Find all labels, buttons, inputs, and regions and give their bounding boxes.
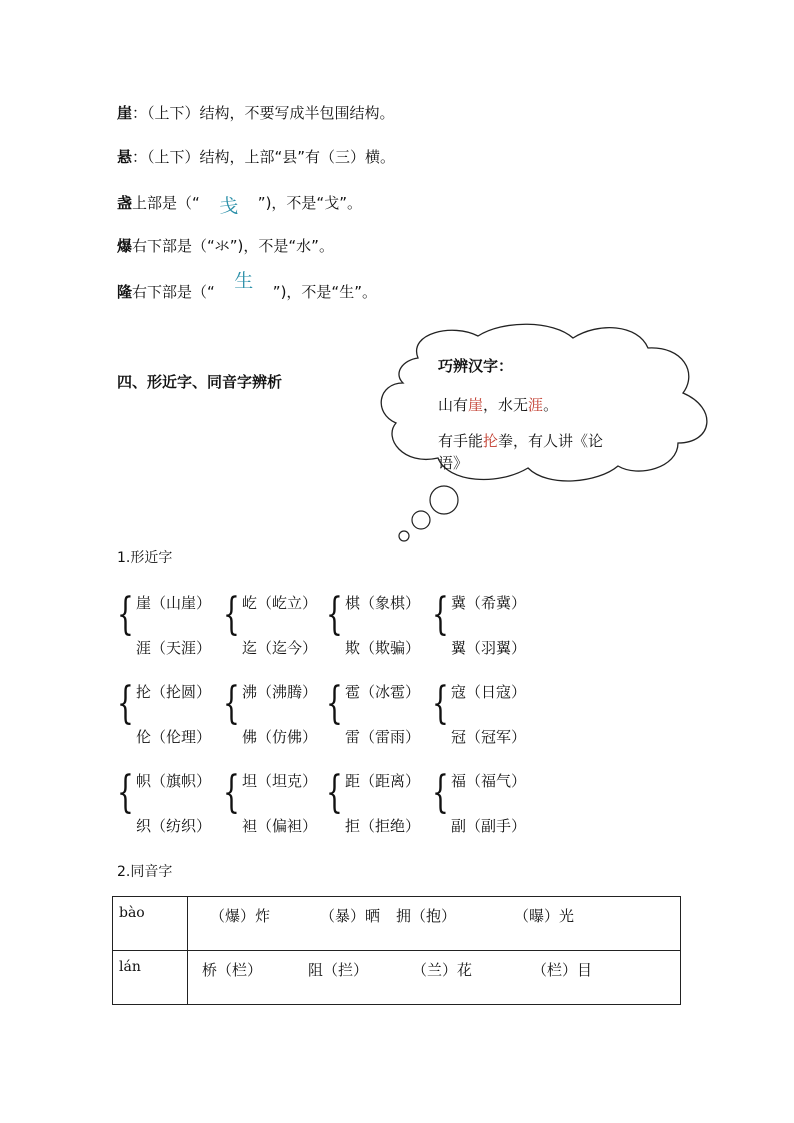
note-char: 隆 <box>117 283 133 301</box>
cloud-bubble-large <box>430 486 458 514</box>
table-row <box>113 897 681 951</box>
note-line-3 <box>117 192 362 217</box>
note-line-4 <box>117 236 334 256</box>
similar-word-bottom: 伦（伦理） <box>136 728 212 746</box>
cloud-bubble-medium <box>412 511 430 529</box>
cloud-line-2 <box>438 430 603 451</box>
similar-word-bottom: 副（副手） <box>451 817 527 835</box>
cloud-text: 。 <box>543 396 559 414</box>
similar-word-top: 抡（抡圆） <box>136 683 212 701</box>
brace-icon: { <box>326 678 343 729</box>
similar-word-bottom: 袒（偏袒） <box>242 817 318 835</box>
brace-icon: { <box>432 767 449 818</box>
note-text: 上部是（“ <box>132 194 200 212</box>
note-text: ：（上下）结构，不要写成半包围结构。 <box>132 104 395 122</box>
pinyin-cell: bào <box>113 897 188 951</box>
word: （兰）花 <box>412 961 473 979</box>
brace-icon: { <box>223 589 240 640</box>
similar-word-top: 屹（屹立） <box>242 594 318 612</box>
brace-icon: { <box>117 767 134 818</box>
homophone-heading: 2.同音字 <box>117 864 173 880</box>
note-char: 爆 <box>117 237 133 255</box>
cloud-text: ，水无 <box>483 396 529 414</box>
cloud-title: 巧辨汉字： <box>438 357 514 375</box>
words-cell <box>188 951 681 1005</box>
similar-word-bottom: 织（纺织） <box>136 817 212 835</box>
brace-icon: { <box>326 589 343 640</box>
similar-word-top: 雹（冰雹） <box>345 683 421 701</box>
word: 桥（栏） <box>202 961 263 979</box>
word: 拥（抱） <box>396 907 457 925</box>
similar-word-bottom: 拒（拒绝） <box>345 817 421 835</box>
similar-word-top: 沸（沸腾） <box>242 683 318 701</box>
similar-word-bottom: 涯（天涯） <box>136 639 212 657</box>
note-char: 盏 <box>117 194 133 212</box>
brace-icon: { <box>223 678 240 729</box>
note-text: ”)，不是“戈”。 <box>257 194 362 212</box>
cloud-highlight: 抡 <box>483 432 499 450</box>
note-text: ：（上下）结构，上部“县”有（三）横。 <box>132 148 396 166</box>
cloud-highlight: 涯 <box>528 396 544 414</box>
words-cell <box>188 897 681 951</box>
cloud-bubble-small <box>399 531 409 541</box>
similar-word-top: 寇（日寇） <box>451 683 527 701</box>
note-char: 悬 <box>117 148 133 166</box>
brace-icon: { <box>117 589 134 640</box>
note-line-5 <box>117 270 377 302</box>
similar-word-bottom: 佛（仿佛） <box>242 728 318 746</box>
similar-word-top: 福（福气） <box>451 772 527 790</box>
cloud-text: 有手能 <box>438 432 484 450</box>
cloud-text: 山有 <box>438 396 469 414</box>
brace-icon: { <box>326 767 343 818</box>
similar-word-top: 冀（希冀） <box>451 594 527 612</box>
similar-word-bottom: 翼（羽翼） <box>451 639 527 657</box>
similar-word-top: 棋（象棋） <box>345 594 421 612</box>
cloud-text: 拳，有人讲《论 <box>498 432 604 450</box>
table-row <box>113 951 681 1005</box>
similar-word-top: 坦（坦克） <box>242 772 318 790</box>
brace-icon: { <box>223 767 240 818</box>
pinyin-cell: lán <box>113 951 188 1005</box>
cloud-line-3-clipped <box>438 452 469 472</box>
cloud-text: 语》 <box>438 454 469 472</box>
note-text: 右下部是（“氺”)，不是“水”。 <box>132 237 334 255</box>
similar-word-bottom: 雷（雷雨） <box>345 728 421 746</box>
similar-word-bottom: 迄（迄今） <box>242 639 318 657</box>
similar-word-bottom: 冠（冠军） <box>451 728 527 746</box>
cloud-line-1 <box>438 394 558 415</box>
note-text: ”)，不是“生”。 <box>272 283 377 301</box>
section-heading: 四、形近字、同音字辨析 <box>117 373 283 391</box>
note-line-1 <box>117 103 395 123</box>
similar-word-top: 崖（山崖） <box>136 594 212 612</box>
brace-icon: { <box>432 678 449 729</box>
brace-icon: { <box>117 678 134 729</box>
note-char: 崖 <box>117 104 133 122</box>
cloud-highlight: 崖 <box>468 396 484 414</box>
note-answer: 戋 <box>219 195 239 217</box>
similar-word-top: 距（距离） <box>345 772 421 790</box>
similar-word-top: 帜（旗帜） <box>136 772 212 790</box>
word: （曝）光 <box>514 907 575 925</box>
word: 阻（拦） <box>308 961 369 979</box>
word: （栏）目 <box>532 961 593 979</box>
homophone-table <box>112 896 681 1005</box>
word: （爆）炸 <box>210 907 271 925</box>
brace-icon: { <box>432 589 449 640</box>
note-text: 右下部是（“ <box>132 283 215 301</box>
note-line-2 <box>117 147 395 167</box>
note-answer: 生 <box>234 270 254 292</box>
word: （暴）晒 <box>320 907 381 925</box>
similar-word-bottom: 欺（欺骗） <box>345 639 421 657</box>
similar-heading: 1.形近字 <box>117 550 173 566</box>
